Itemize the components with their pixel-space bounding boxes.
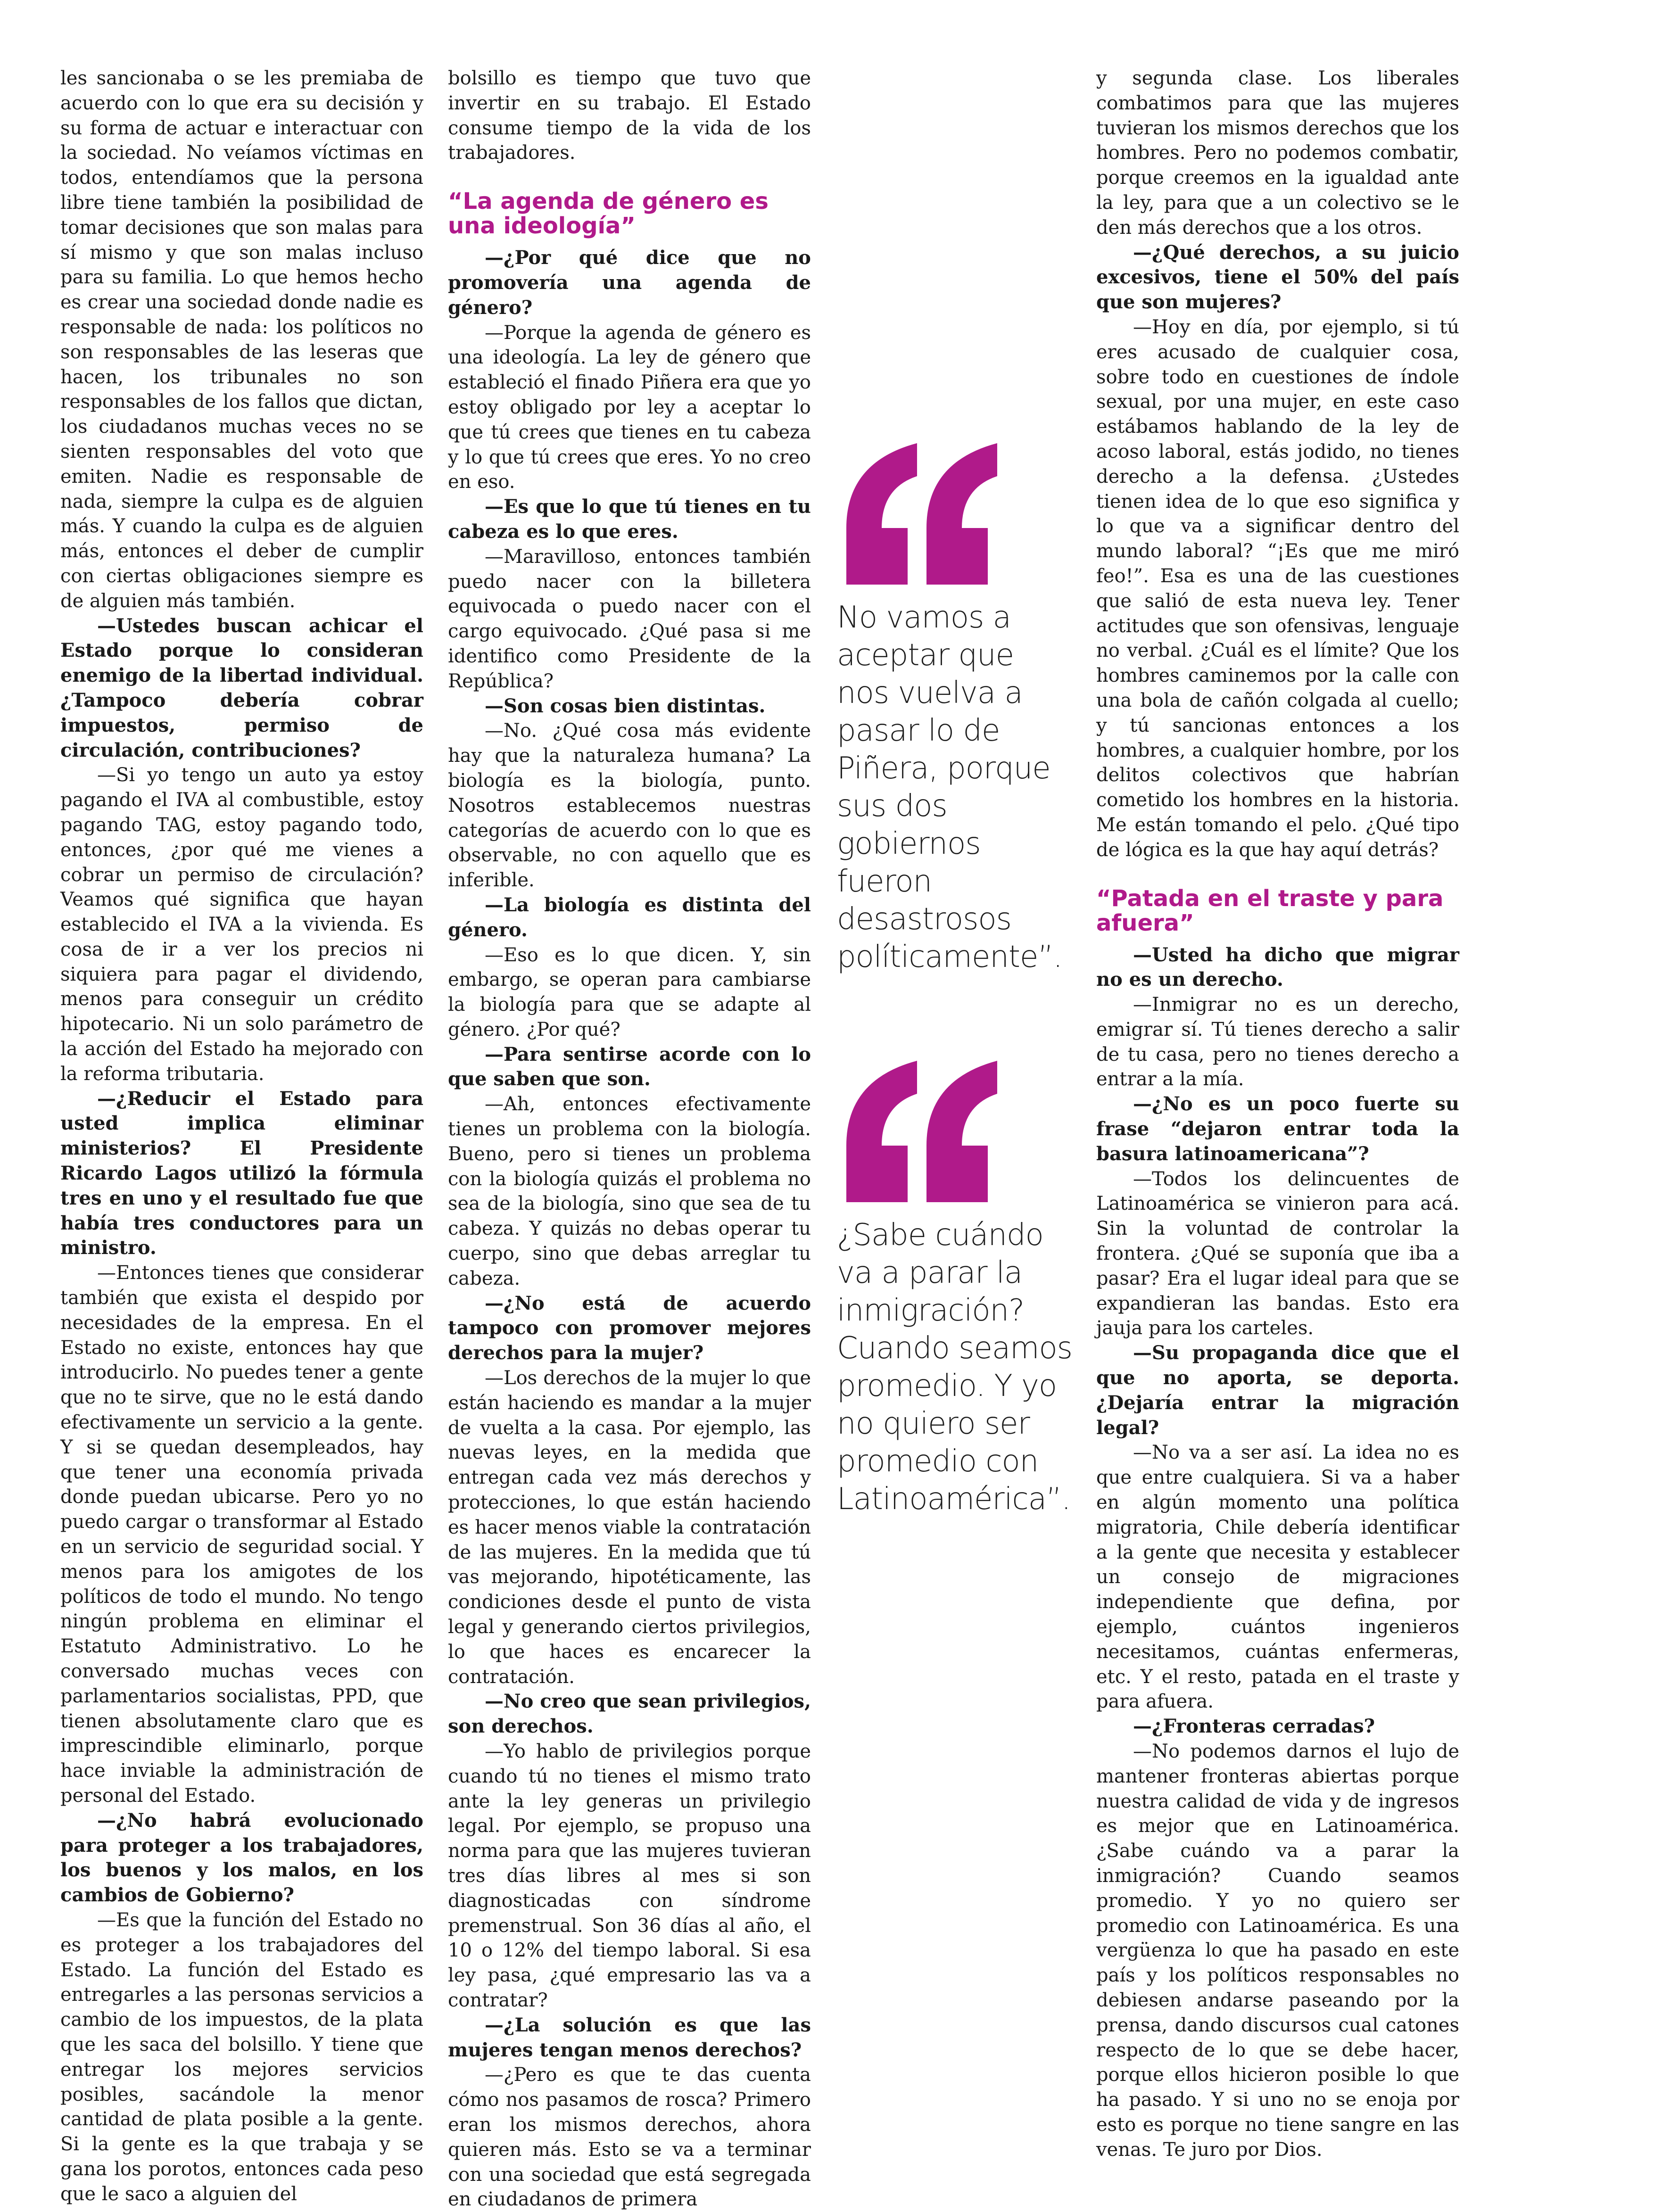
interview-question: —¿La solución es que las mujeres tengan menos derechos? (448, 2014, 811, 2061)
interview-answer: —Yo hablo de privilegios porque cuando tú no tienes el mismo trato ante la ley generas un privilegio legal. Por ejemplo, se propuso una norma para que las mujeres tuvieran tres días libres al mes si son diagnosticadas con síndrome premenstrual. Son 36 días al año, el 10 o 12% del tiempo laboral. Si esa ley pasa, ¿qué empresario las va a contratar? (448, 1741, 811, 2011)
pull-quote-text: No vamos a aceptar que nos vuelva a pasar lo de Piñera, porque sus dos gobiernos fueron desastrosos políticamente”. (837, 600, 1062, 974)
interview-answer: —¿Pero es que te das cuenta cómo nos pasamos de rosca? Primero eran los mismos derechos, ahora quieren más. Esto se va a terminar con una sociedad que está segregada en ciudadanos de primera (448, 2064, 811, 2211)
interview-answer: —Hoy en día, por ejemplo, si tú eres acusado de cualquier cosa, sobre todo en cuestiones de índole sexual, por una mujer, en este caso estábamos hablando de la ley de acoso laboral, estás jodido, no tienes derecho a la defensa. ¿Ustedes tienen idea de lo que eso significa y lo que va a significar dentro del mundo laboral? “¡Es que me miró feo!”. Esa es una de las cuestiones que salió de esta nueva ley. Tener actitudes que son ofensivas, lenguaje no verbal. ¿Cuál es el límite? Que los hombres caminemos por la calle con una bola de cañón colgada al cuello; y tú sancionas entonces a los hombres, a cualquier hombre, por los delitos colectivos que habrían cometido los hombres en la historia. Me están tomando el pelo. ¿Qué tipo de lógica es la que hay aquí detrás? (1096, 316, 1459, 861)
article-column-2 (448, 66, 811, 2212)
section-heading: “Patada en el traste y para afuera” (1096, 885, 1444, 936)
interview-question: —Es que lo que tú tienes en tu cabeza es lo que eres. (448, 495, 811, 543)
pull-quote-2 (837, 1061, 1073, 1518)
interview-question: —Usted ha dicho que migrar no es un derecho. (1096, 943, 1459, 991)
interview-question: —¿Fronteras cerradas? (1133, 1715, 1375, 1738)
continued-paragraph: les sancionaba o se les premiaba de acuerdo con lo que era su decisión y su forma de actuar e interactuar con la sociedad. No veíamos víctimas en todos, entendíamos que la persona libre tiene también la posibilidad de tomar decisiones que son malas para sí mismo y que son malas incluso para su familia. Lo que hemos hecho es crear una sociedad donde nadie es responsable de nada: los políticos no son responsables de las leseras que hacen, los tribunales no son responsables de los fallos que dictan, los ciudadanos muchas veces no se sienten responsables del voto que emiten. Nadie es responsable de nada, siempre la culpa es de alguien más. Y cuando la culpa es de alguien más, entonces el deber de cumplir con ciertas obligaciones siempre es de alguien más también. (60, 67, 423, 612)
interview-question: —¿Reducir el Estado para usted implica eliminar ministerios? El Presidente Ricardo Lagos utilizó la fórmula tres en uno y el resultado fue que había tres conductores para un ministro. (60, 1087, 423, 1259)
interview-answer: —Eso es lo que dicen. Y, sin embargo, se operan para cambiarse la biología para que se adapte al género. ¿Por qué? (448, 944, 811, 1040)
interview-answer: —No podemos darnos el lujo de mantener fronteras abiertas porque nuestra calidad de vida y de ingresos es mejor que en Latinoamérica. ¿Sabe cuándo va a parar la inmigración? Cuando seamos promedio. Y yo no quiero ser promedio con Latinoamérica. Es una vergüenza lo que ha pasado en este país y los políticos responsables no debiesen andarse paseando por la prensa, dando discursos cual catones respecto de lo que se debe hacer, porque ellos hicieron posible lo que ha pasado. Y si uno no se enoja por esto es porque no tiene sangre en las venas. Te juro por Dios. (1096, 1741, 1459, 2161)
interview-question: —Su propaganda dice que el que no aporta, se deporta. ¿Dejaría entrar la migración legal? (1096, 1342, 1459, 1439)
continued-paragraph: y segunda clase. Los liberales combatimos para que las mujeres tuvieran los mismos derechos que los hombres. Pero no podemos combatir, porque creemos en la igualdad ante la ley, para que a un colectivo se le den más derechos que a los otros. (1096, 67, 1459, 239)
article-column-4 (1096, 66, 1459, 2162)
interview-answer: —No va a ser así. La idea no es que entre cualquiera. Si va a haber en algún momento una política migratoria, Chile debería identificar a la gente que necesita y establecer un consejo de migraciones independiente que defina, por ejemplo, cuántos ingenieros necesitamos, cuántas enfermeras, etc. Y el resto, patada en el traste y para afuera. (1096, 1442, 1459, 1713)
interview-answer: —Si yo tengo un auto ya estoy pagando el IVA al combustible, estoy pagando TAG, estoy pagando todo, entonces, ¿por qué me vienes a cobrar un permiso de circulación? Veamos qué significa que hayan establecido el IVA a la vivienda. Es cosa de ir a ver los precios ni siquiera para pagar el dividendo, menos para conseguir un crédito hipotecario. Ni un solo parámetro de la acción del Estado ha mejorado con la reforma tributaria. (60, 764, 423, 1085)
article-column-1 (60, 66, 423, 2207)
interview-question: —¿No es un poco fuerte su frase “dejaron entrar toda la basura latinoamericana”? (1096, 1093, 1459, 1165)
interview-answer: —Porque la agenda de género es una ideología. La ley de género que estableció el finado Piñera era que yo estoy obligado por ley a aceptar lo que tú crees que tienes en tu cabeza y lo que tú crees que eres. Yo no creo en eso. (448, 322, 811, 493)
interview-question: —La biología es distinta del género. (448, 893, 811, 941)
interview-question: —¿Qué derechos, a su juicio excesivos, tiene el 50% del país que son mujeres? (1096, 241, 1459, 314)
interview-question: —¿No habrá evolucionado para proteger a los trabajadores, los buenos y los malos, en los cambios de Gobierno? (60, 1809, 423, 1907)
pull-quote-1 (837, 443, 1073, 976)
interview-answer: —Todos los delincuentes de Latinoamérica se vinieron para acá. Sin la voluntad de controlar la frontera. ¿Qué se suponía que iba a pasar? Era el lugar ideal para que se expandieran las bandas. Esto era jauja para los carteles. (1096, 1168, 1459, 1339)
interview-question: —Ustedes buscan achicar el Estado porque lo consideran enemigo de la libertad individual. ¿Tampoco debería cobrar impuestos, permiso de circulación, contribuciones? (60, 614, 423, 761)
interview-answer: —Maravilloso, entonces también puedo nacer con la billetera equivocada o puedo nacer con el cargo equivocado. ¿Qué pasa si me identifico como Presidente de la República? (448, 545, 811, 692)
interview-question: —Para sentirse acorde con lo que saben que son. (448, 1043, 811, 1090)
quote-mark-icon (837, 443, 997, 585)
interview-answer: —Los derechos de la mujer lo que están haciendo es mandar a la mujer de vuelta a la casa. Por ejemplo, las nuevas leyes, en la medida que entregan cada vez más derechos y protecciones, lo que están haciendo es hacer menos viable la contratación de las mujeres. En la medida que tú vas mejorando, hipotéticamente, las condiciones desde el punto de vista legal y generando ciertos privilegios, lo que haces es encarecer la contratación. (448, 1367, 811, 1688)
interview-question: —¿Por qué dice que no promovería una agenda de género? (448, 247, 811, 319)
interview-answer: —Inmigrar no es un derecho, emigrar sí. Tú tienes derecho a salir de tu casa, pero no tienes derecho a entrar a la mía. (1096, 994, 1459, 1090)
continued-paragraph: bolsillo es tiempo que tuvo que invertir en su trabajo. El Estado consume tiempo de la vida de los trabajadores. (448, 67, 811, 164)
pull-quote-text: ¿Sabe cuándo va a parar la inmigración? Cuando seamos promedio. Y yo no quiero ser promedio con Latinoamérica”. (837, 1218, 1072, 1517)
quote-mark-icon (837, 1061, 997, 1202)
interview-question: —No creo que sean privilegios, son derechos. (448, 1690, 811, 1738)
interview-answer: —Ah, entonces efectivamente tienes un problema con la biología. Bueno, pero si tienes un problema con la biología quizás el problema no sea de la biología, sino que sea de tu cabeza. Y quizás no debas operar tu cuerpo, sino que debas arreglar tu cabeza. (448, 1093, 811, 1289)
section-heading: “La agenda de género es una ideología” (448, 188, 769, 239)
interview-answer: —Entonces tienes que considerar también que exista el despido por necesidades de la empresa. En el Estado no existe, entonces hay que introducirlo. No puedes tener a gente que no te sirve, que no le está dando efectivamente un servicio a la gente. Y si se quedan desempleados, hay que tener una economía privada donde puedan ubicarse. Pero yo no puedo cargar o transformar al Estado en un servicio de seguridad social. Y menos para los amigotes de los políticos de todo el mundo. No tengo ningún problema en eliminar el Estatuto Administrativo. Lo he conversado muchas veces con parlamentarios socialistas, PPD, que tienen absolutamente claro que es imprescindible eliminarlo, porque hace inviable la administración de personal del Estado. (60, 1262, 423, 1807)
interview-question: —Son cosas bien distintas. (485, 694, 766, 717)
interview-question: —¿No está de acuerdo tampoco con promover mejores derechos para la mujer? (448, 1292, 811, 1364)
interview-answer: —Es que la función del Estado no es proteger a los trabajadores del Estado. La función del Estado es entregarles a las personas servicios a cambio de los impuestos, de la plata que les saca del bolsillo. Y tiene que entregar los mejores servicios posibles, sacándole la menor cantidad de plata posible a la gente. Si la gente es la que trabaja y se gana los porotos, entonces cada peso que le saco a alguien del (60, 1909, 423, 2205)
interview-answer: —No. ¿Qué cosa más evidente hay que la naturaleza humana? La biología es la biología, punto. Nosotros establecemos nuestras categorías de acuerdo con lo que es observable, no con aquello que es inferible. (448, 720, 811, 891)
